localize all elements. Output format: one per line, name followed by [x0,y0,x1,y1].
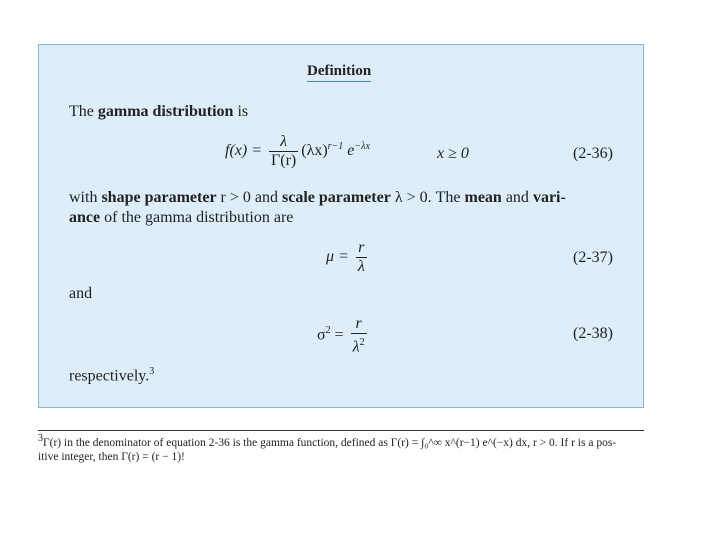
eq2-number: (2-37) [573,249,613,266]
eq2-fraction [356,239,367,276]
eq1-rhs-base: (λx) [301,142,328,160]
closing-text: respectively. [69,367,150,385]
eq3-lhs-exp: 2 [325,325,331,336]
eq3-lhs-base: σ [317,326,326,344]
eq2-den: λ [357,258,365,275]
footnote-line-2: itive integer, then Γ(r) = (r − 1)! [38,450,185,463]
eq2-num: r [358,239,365,256]
equation-2-38 [317,315,370,356]
para-mean: mean [464,189,502,206]
eq3-den-exp: 2 [359,337,365,348]
para-shape: shape parameter [101,189,217,206]
footnote-line-1 [38,432,644,450]
eq1-fraction [269,133,298,170]
para-vari: vari- [532,189,566,206]
para-p1: with [69,189,102,206]
para-scale: scale parameter [282,189,391,206]
eq1-rhs-exp2: −λx [354,140,370,152]
eq3-number: (2-38) [573,325,613,342]
intro-pre: The [69,103,98,120]
eq2-lhs: μ = [326,248,349,266]
eq1-rhs-e: e [347,142,355,160]
footnote-text-1: Γ(r) in the denominator of equation 2-36 is the gamma function, defined as Γ(r) = ∫₀^∞ x^(r−1) e^(−x) dx, r > 0. If r is a pos- [43,436,617,449]
eq1-den: Γ(r) [271,152,297,169]
eq1-num: λ [280,133,288,150]
intro-line [69,103,248,121]
para-p3: r > 0 and [216,189,282,206]
eq1-rhs-exp1: r−1 [327,140,344,152]
eq1-condition: x ≥ 0 [437,145,469,162]
para-ance: ance [69,209,101,226]
equation-2-36 [225,133,370,170]
eq3-num: r [355,315,362,332]
para-line-2 [69,209,293,227]
para-line-1 [69,189,566,207]
closing-line [69,366,154,385]
eq3-den-base: λ [352,338,360,356]
footnote-marker: 3 [38,433,43,444]
definition-title: Definition [307,63,371,82]
para-p5: λ > 0. The [390,189,465,206]
intro-post: is [233,103,249,120]
footnote-ref: 3 [149,366,155,377]
eq1-number: (2-36) [573,145,613,162]
eq1-lhs: f(x) = [225,142,262,160]
para-p10: of the gamma distribution are [100,209,294,226]
and-text: and [69,285,93,302]
eq3-fraction [351,315,367,356]
intro-bold: gamma distribution [97,103,234,120]
footnote-rule [38,430,644,431]
definition-card [38,44,644,408]
para-p7: and [501,189,533,206]
eq3-den [351,333,367,356]
equation-2-37 [326,239,370,276]
eq3-eq: = [334,326,344,344]
footnote [38,432,644,464]
